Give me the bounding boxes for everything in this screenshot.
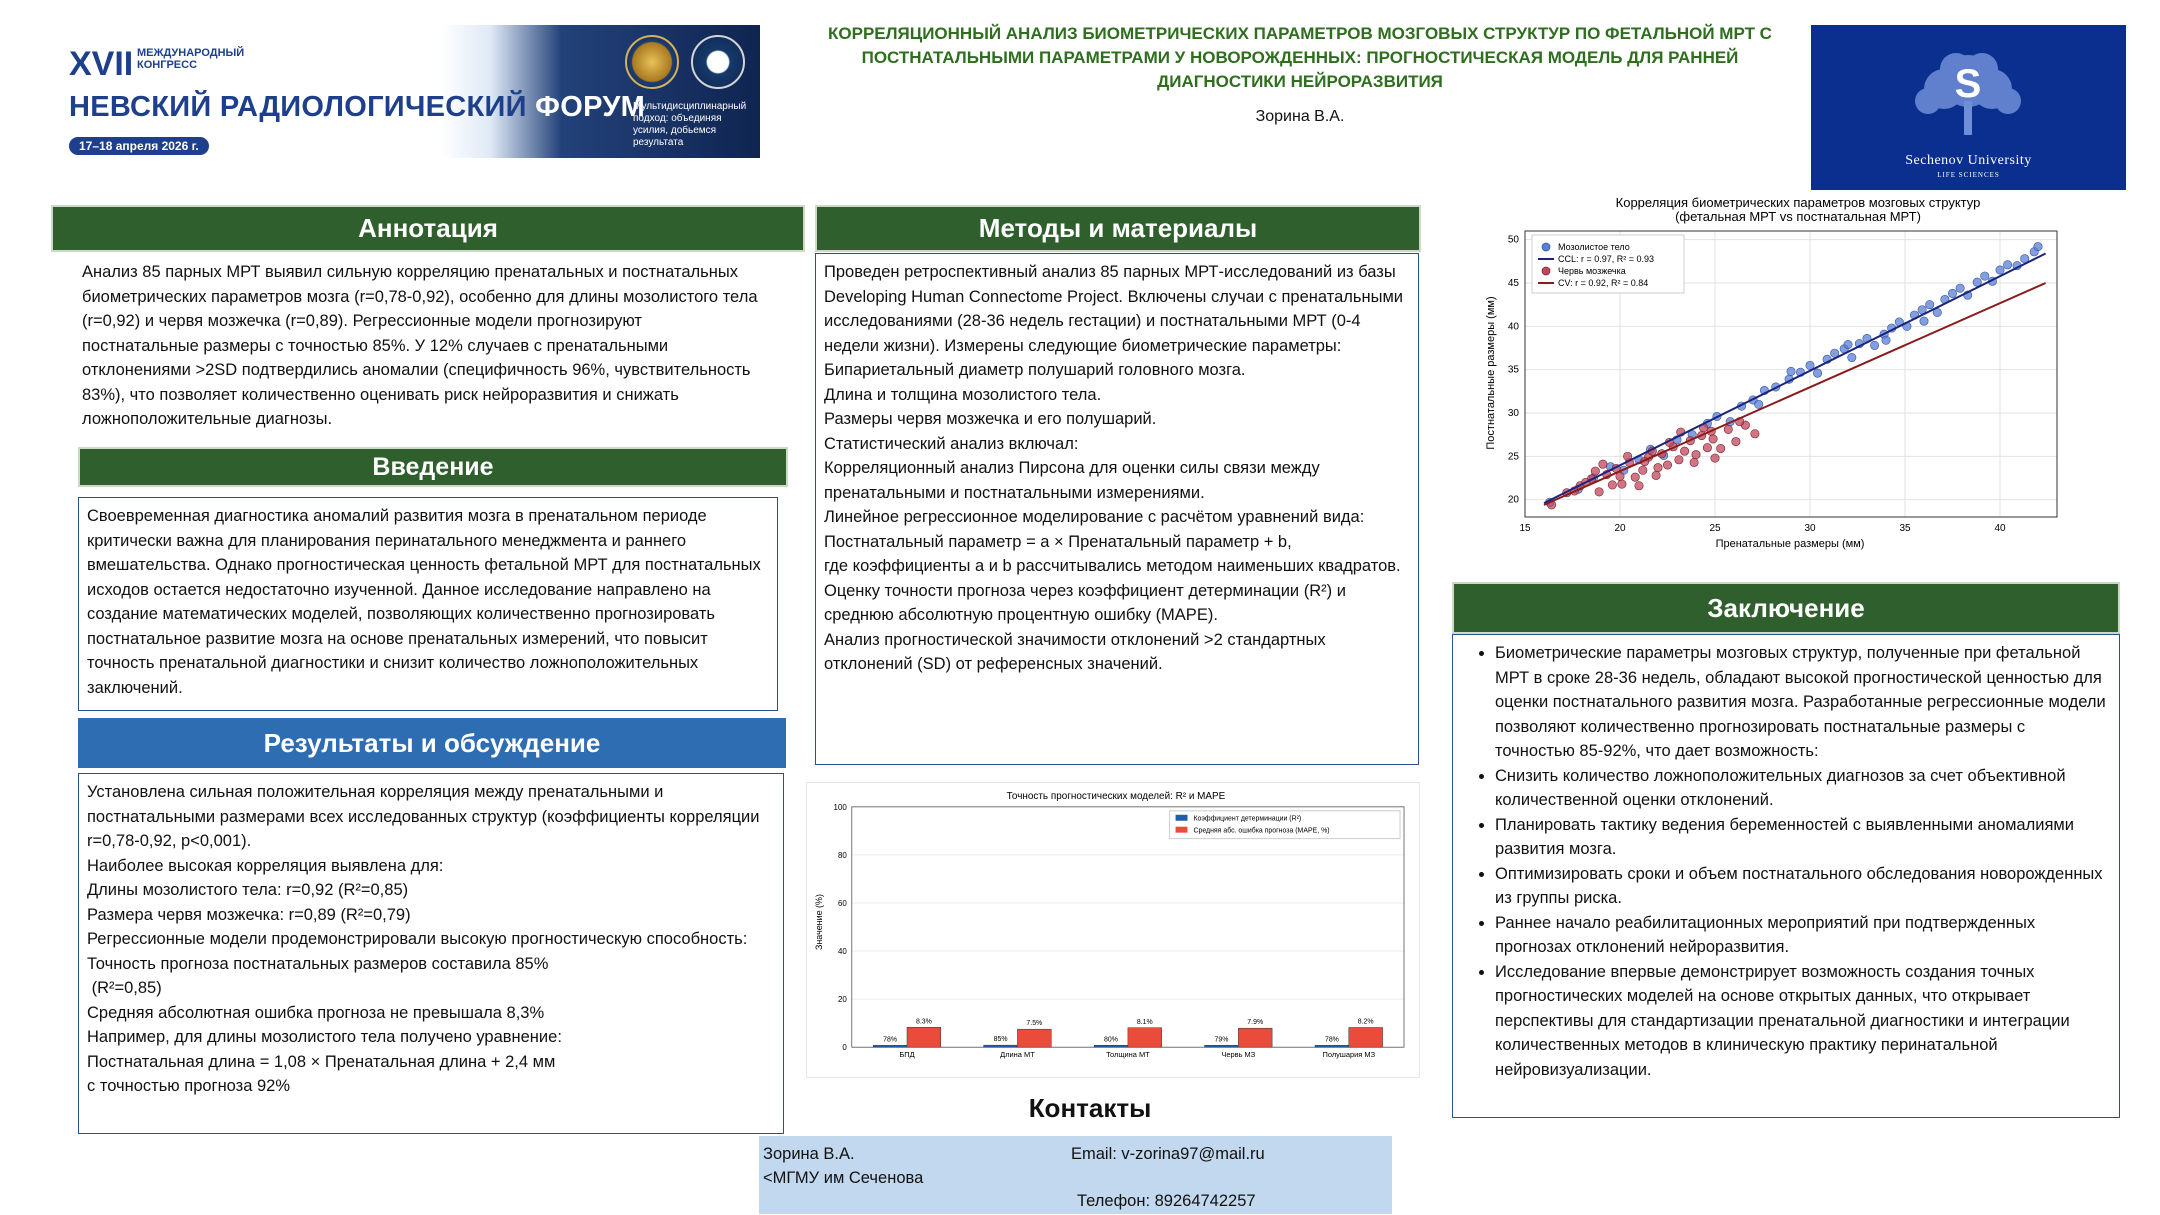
methods-line: где коэффициенты a и b рассчитывались методом наименьших квадратов. (824, 557, 1401, 575)
corpus-callosum-point (1787, 367, 1795, 375)
chart1-xtick-label: 25 (1709, 523, 1721, 534)
cerebellar-vermis-fit-line (1544, 283, 2046, 505)
results-line: Размера червя мозжечка: r=0,89 (R²=0,79) (87, 905, 411, 924)
cerebellar-vermis-point (1732, 437, 1740, 445)
legend-label-r2: Коэффициент детерминации (R²) (1193, 815, 1302, 823)
chart1-ytick-label: 35 (1507, 364, 1519, 376)
chart1-legend (1532, 235, 1684, 293)
chart2-ytick-label: 20 (837, 995, 847, 1005)
cerebellar-vermis-point (1711, 454, 1719, 462)
contacts-box (759, 1136, 1392, 1214)
conclusion-item: • Оптимизировать сроки и объем постнатального обследования новорожденных из группы риска. (1495, 862, 2107, 911)
conclusion-item: • Исследование впервые демонстрирует возможность создания точных прогностических моделей на основе открытых данных, что открывает перспективы для стандартизации пренатальной диагностики и интеграции количественных методов в клиническую практику перинатальной нейровизуализации. (1495, 960, 2107, 1083)
r2-bar (1094, 1045, 1128, 1047)
chart1-xlabel: Пренатальные размеры (мм) (1715, 538, 1865, 550)
results-line: Средняя абсолютная ошибка прогноза не превышала 8,3% (87, 1003, 545, 1022)
chart2-ytick-label: 40 (837, 947, 847, 957)
intro-text: Своевременная диагностика аномалий развития мозга в пренатальном периоде критически важна для планирования перинатального менеджмента и раннего вмешательства. Однако прогностическая ценность фетальной МРТ для постнатальных исходов остается недостаточно изученной. Данное исследование направлено на создание математических моделей, позволяющих количественно прогнозировать постнатальное развитие мозга на основе пренатальных измерений, что повысит точность пренатальной диагностики и снизит количество ложноположительных заключений. (87, 507, 761, 697)
correlation-scatter-chart (1480, 193, 2072, 555)
r2-bar (984, 1045, 1018, 1047)
annotation-text: Анализ 85 парных МРТ выявил сильную корреляцию пренатальных и постнатальных биометрических параметров мозга (r=0,78-0,92), особенно для длины мозолистого тела (r=0,92) и червя мозжечка (r=0,89). Регрессионные модели прогнозируют постнатальные размеры с точностью 85%. У 12% случаев с пренатальными отклонениями >2SD подтвердились аномалии (специфичность 96%, чувствительность 83%), что позволяет количественно оценивать риск нейроразвития и снижать ложноположительные диагнозы. (82, 263, 758, 428)
chart1-ylabel: Постнатальные размеры (мм) (1485, 296, 1497, 450)
methods-line: Статистический анализ включал: (824, 434, 1079, 453)
results-line: Точность прогноза постнатальных размеров составила 85% (87, 954, 549, 973)
legend-swatch-r2 (1176, 815, 1188, 821)
cerebellar-vermis-point (1703, 443, 1711, 451)
results-line: Постнатальная длина = 1,08 × Пренатальная длина + 2,4 мм (87, 1052, 556, 1071)
corpus-callosum-point (1848, 353, 1856, 361)
chart2-bars (873, 1018, 1382, 1047)
chart1-xtick-label: 20 (1614, 523, 1626, 534)
chart2-plot-frame (852, 807, 1404, 1047)
legend-label-cc: Мозолистое тело (1558, 242, 1630, 252)
cerebellar-vermis-point (1680, 447, 1688, 455)
tree-logo-icon (1906, 51, 2031, 139)
r2-bar-label: 80% (1104, 1036, 1118, 1044)
methods-line: Линейное регрессионное моделирование с расчётом уравнений вида: (824, 508, 1365, 526)
mape-bar-label: 8.3% (915, 1018, 932, 1026)
legend-marker-cc (1542, 243, 1550, 251)
conclusion-item: • Снизить количество ложноположительных диагнозов за счет объективной количественной оценки отклонений. (1495, 764, 2107, 813)
corpus-callosum-point (1996, 266, 2004, 274)
cerebellar-vermis-point (1675, 456, 1683, 464)
mape-bar-label: 8.1% (1136, 1018, 1153, 1026)
contacts-header: Контакты (1028, 1093, 1152, 1123)
corpus-callosum-point (2034, 242, 2042, 250)
cerebellar-vermis-point (1663, 461, 1671, 469)
results-line: (R²=0,85) (87, 979, 162, 997)
r2-bar-label: 78% (1324, 1036, 1339, 1044)
corpus-callosum-point (1882, 336, 1890, 344)
forum-name (69, 91, 645, 124)
methods-header: Методы и материалы (815, 205, 1421, 252)
cerebellar-vermis-point (1608, 481, 1616, 489)
cerebellar-vermis-point (1751, 430, 1759, 438)
results-line: Установлена сильная положительная корреляция между пренатальными и постнатальными размерами всех исследованных структур (коэффициенты корреляции r=0,78-0,92, p<0,001). (87, 783, 760, 850)
r2-bar (1205, 1045, 1239, 1047)
methods-line: Постнатальный параметр = a × Пренатальный параметр + b, (824, 532, 1292, 551)
chart2-category-label: Червь МЗ (1221, 1050, 1256, 1060)
methods-body (815, 253, 1419, 765)
chart1-subtitle: (фетальная МРТ vs постнатальная МРТ) (1675, 209, 1921, 224)
cerebellar-vermis-point (1599, 460, 1607, 468)
forum-name-part2: ФОРУМ (535, 91, 646, 123)
r2-bar (873, 1045, 907, 1047)
results-line: с точностью прогноза 92% (87, 1077, 291, 1095)
cerebellar-vermis-point (1639, 466, 1647, 474)
corpus-callosum-point (1813, 369, 1821, 377)
corpus-callosum-point (2003, 261, 2011, 269)
results-line: Длины мозолистого тела: r=0,92 (R²=0,85) (87, 881, 409, 899)
cerebellar-vermis-point (1652, 471, 1660, 479)
r2-bar (1315, 1045, 1349, 1047)
forum-banner (51, 25, 760, 158)
conclusion-item: • Планировать тактику ведения беременностей с выявленными аномалиями развития мозга. (1495, 813, 2107, 862)
poster-title: КОРРЕЛЯЦИОННЫЙ АНАЛИЗ БИОМЕТРИЧЕСКИХ ПАРАМЕТРОВ МОЗГОВЫХ СТРУКТУР ПО ФЕТАЛЬНОЙ МРТ С ПОСТНАТАЛЬНЫМИ ПАРАМЕТРАМИ У НОВОРОЖДЕННЫХ: ПРОГНОСТИЧЕСКАЯ МОДЕЛЬ ДЛЯ РАННЕЙ ДИАГНОСТИКИ НЕЙРОРАЗВИТИЯ (828, 24, 1772, 91)
cerebellar-vermis-point (1724, 425, 1732, 433)
annotation-body (70, 254, 773, 436)
methods-line: Бипариетальный диаметр полушарий головного мозга. (824, 361, 1246, 379)
intro-header: Введение (78, 447, 788, 487)
results-line: Например, для длины мозолистого тела получено уравнение: (87, 1028, 562, 1046)
results-line: Регрессионные модели продемонстрировали высокую прогностическую способность: (87, 930, 748, 948)
cerebellar-vermis-point (1635, 482, 1643, 490)
methods-line: Анализ прогностической значимости отклонений >2 стандартных отклонений (SD) от референсных значений. (824, 630, 1326, 673)
r2-bar-label: 78% (883, 1036, 898, 1044)
chart2-category-label: БПД (899, 1050, 915, 1060)
mape-bar-label: 7.9% (1247, 1019, 1264, 1027)
legend-fit-cc: CCL: r = 0.97, R² = 0.93 (1558, 254, 1655, 264)
conclusion-body (1452, 634, 2120, 1118)
university-logo (1811, 25, 2126, 190)
cerebellar-vermis-point (1654, 463, 1662, 471)
chart2-ytick-label: 100 (833, 802, 847, 812)
mape-bar (1349, 1027, 1383, 1047)
corpus-callosum-point (1870, 341, 1878, 349)
cerebellar-vermis-point (1618, 480, 1626, 488)
mape-bar (1128, 1028, 1162, 1047)
contact-name: Зорина В.А. (763, 1145, 855, 1163)
cerebellar-vermis-point (1717, 444, 1725, 452)
mape-bar-label: 7.5% (1026, 1020, 1043, 1028)
forum-motto: Мультидисциплинарный подход: объединяя усилия, добьемся результата (633, 101, 747, 148)
contact-phone: Телефон: 89264742257 (1077, 1192, 1256, 1210)
corpus-callosum-point (1981, 272, 1989, 280)
methods-line: Размеры червя мозжечка и его полушарий. (824, 410, 1157, 428)
corpus-callosum-point (1920, 317, 1928, 325)
legend-marker-cv (1542, 267, 1550, 275)
corpus-callosum-point (1926, 300, 1934, 308)
r2-bar-label: 85% (993, 1036, 1008, 1044)
results-body (78, 773, 784, 1134)
cerebellar-vermis-point (1692, 450, 1700, 458)
corpus-callosum-point (1956, 284, 1964, 292)
mape-bar (1238, 1028, 1272, 1047)
congress-type: МЕЖДУНАРОДНЫЙ КОНГРЕСС (137, 47, 245, 71)
intro-body (78, 497, 778, 711)
legend-label-cv: Червь мозжечка (1558, 266, 1626, 276)
cerebellar-vermis-point (1690, 458, 1698, 466)
chart1-ytick-label: 40 (1507, 321, 1519, 333)
chart2-ytick-label: 80 (837, 850, 847, 860)
chart2-title: Точность прогностических моделей: R² и MAPE (1006, 790, 1226, 802)
svg-text:S: S (1954, 62, 1982, 106)
chart2-ytick-label: 60 (837, 898, 847, 908)
chart1-xtick-label: 35 (1899, 523, 1911, 534)
methods-line: Корреляционный анализ Пирсона для оценки силы связи между пренатальными и постнатальными измерениями. (824, 459, 1320, 502)
results-header: Результаты и обсуждение (78, 718, 786, 768)
chart1-xtick-label: 15 (1519, 523, 1531, 534)
methods-line: Проведен ретроспективный анализ 85 парных МРТ-исследований из базы Developing Human Connectome Project. Включены случаи с пренатальными исследованиями (28-36 недель гестации) и постнатальными МРТ (0-4 недели жизни). Измерены следующие биометрические параметры: (824, 263, 1404, 355)
chart1-ytick-label: 50 (1507, 234, 1519, 246)
legend-swatch-mape (1176, 827, 1188, 833)
forum-name-part1: НЕВСКИЙ РАДИОЛОГИЧЕСКИЙ (69, 91, 527, 123)
r2-bar-label: 79% (1214, 1036, 1229, 1044)
legend-label-mape: Средняя абс. ошибка прогноза (MAPE, %) (1193, 827, 1330, 835)
cerebellar-vermis-point (1709, 435, 1717, 443)
contact-org: <МГМУ им Сеченова (763, 1169, 924, 1187)
legend-fit-cv: CV: r = 0.92, R² = 0.84 (1558, 278, 1649, 288)
chart1-title: Корреляция биометрических параметров мозговых структур (1615, 195, 1981, 210)
contact-email: Email: v-zorina97@mail.ru (1071, 1145, 1265, 1163)
conclusion-header: Заключение (1452, 582, 2120, 634)
university-name: Sechenov University (1905, 153, 2032, 168)
conclusion-item: • Раннее начало реабилитационных мероприятий при подтвержденных прогнозах отклонений нейроразвития. (1495, 911, 2107, 960)
methods-line: Оценку точности прогноза через коэффициент детерминации (R²) и среднюю абсолютную процентную ошибку (MAPE). (824, 581, 1346, 624)
chart1-xtick-label: 40 (1994, 523, 2006, 534)
chart2-category-label: Толщина МТ (1106, 1050, 1150, 1060)
accuracy-bar-chart (806, 782, 1420, 1078)
corpus-callosum-point (1755, 400, 1763, 408)
cerebellar-vermis-point (1595, 488, 1603, 496)
chart2-legend (1170, 811, 1400, 839)
chart1-ytick-label: 25 (1507, 451, 1519, 463)
chart1-ytick-label: 20 (1507, 494, 1519, 506)
cerebellar-vermis-point (1591, 467, 1599, 475)
corpus-callosum-point (1948, 289, 1956, 297)
society-seal-icon (625, 35, 679, 89)
chart2-ytick-label: 0 (842, 1043, 847, 1053)
results-line: Наиболее высокая корреляция выявлена для: (87, 856, 444, 875)
chart1-ytick-label: 30 (1507, 408, 1519, 419)
chart1-ytick-label: 45 (1507, 278, 1519, 289)
chart2-ticks (834, 803, 1376, 1059)
mape-bar-label: 8.2% (1357, 1018, 1374, 1026)
chart2-ylabel: Значение (%) (813, 894, 824, 951)
congress-number: XVII (69, 45, 134, 83)
congress-emblem-icon (691, 35, 745, 89)
mape-bar (907, 1027, 941, 1047)
chart2-category-label: Длина МТ (1000, 1050, 1035, 1060)
cerebellar-vermis-point (1631, 473, 1639, 481)
poster-author: Зорина В.А. (1255, 108, 1345, 125)
university-subtitle: LIFE SCIENCES (1937, 171, 2000, 179)
chart1-xtick-label: 30 (1804, 523, 1816, 534)
chart2-grid (852, 807, 1404, 1047)
mape-bar (1017, 1029, 1051, 1047)
annotation-header: Аннотация (51, 205, 805, 252)
conclusion-list (1465, 641, 2107, 1082)
methods-line: Длина и толщина мозолистого тела. (824, 385, 1102, 404)
conclusion-item: • Биометрические параметры мозговых структур, полученные при фетальной МРТ в сроке 28-36 недель, обладают высокой прогностической ценностью для оценки постнатального развития мозга. Разработанные регрессионные модели позволяют количественно прогнозировать постнатальные размеры с точностью 85-92%, что дает возможность: (1495, 641, 2107, 764)
corpus-callosum-point (1844, 340, 1852, 348)
chart2-category-label: Полушария МЗ (1322, 1050, 1376, 1060)
forum-dates: 17–18 апреля 2026 г. (69, 137, 209, 155)
